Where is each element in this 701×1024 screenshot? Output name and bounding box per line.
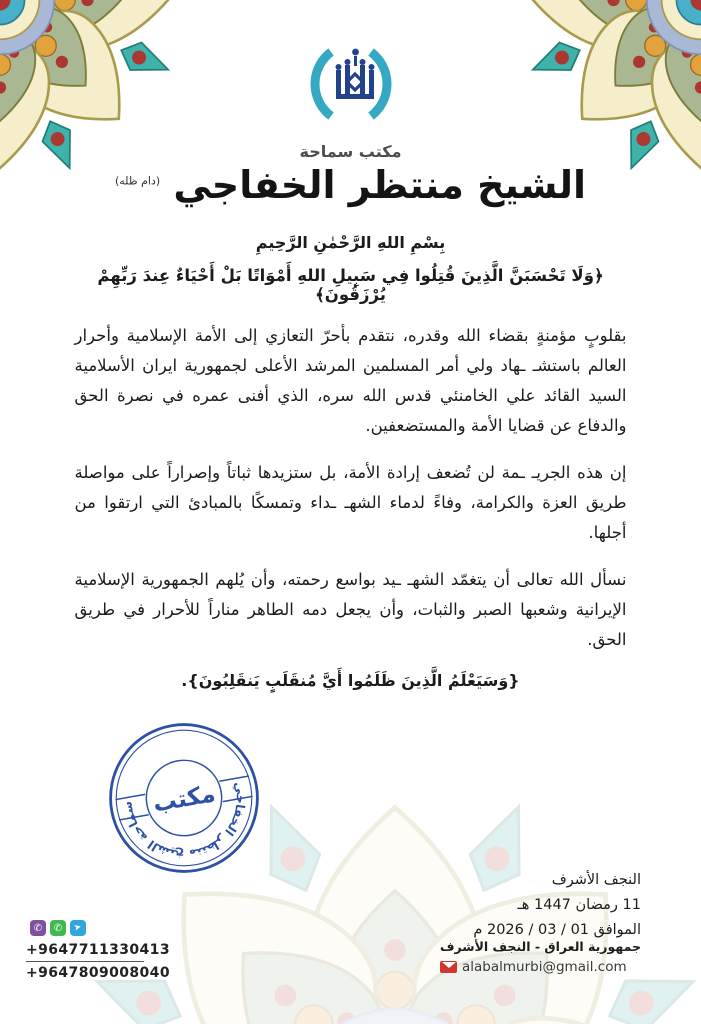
office-stamp [91, 705, 276, 890]
footer-gregorian-date: الموافق 01 / 03 / 2026 م [473, 922, 641, 938]
footer-email-line [440, 959, 641, 975]
footer-right-block [440, 872, 641, 975]
phone-number-1: +9647711330413 [26, 942, 170, 958]
email-envelope-icon [440, 961, 457, 973]
whatsapp-icon: ✆ [50, 920, 66, 936]
footer-country-line: جمهورية العراق - النجف الأشرف [440, 939, 641, 954]
letter-body [75, 233, 627, 690]
quran-verse-bottom: {وَسَيَعْلَمُ الَّذِينَ ظَلَمُوا أَيَّ مُنقَلَبٍ يَنقَلِبُونَ}. [181, 671, 520, 691]
letterhead [0, 0, 701, 207]
stamp-center-text: مكتب [150, 779, 218, 818]
phone-separator [26, 961, 144, 962]
page-title [0, 163, 701, 207]
footer-hijri-date: 11 رمضان 1447 هـ [517, 897, 641, 913]
telegram-icon: ➤ [70, 920, 86, 936]
sheikh-name: الشيخ منتظر الخفاجي [173, 163, 587, 207]
phone-number-2: +9647809008040 [26, 965, 170, 981]
footer-email: alabalmurbi@gmail.com [462, 959, 627, 975]
footer-place: النجف الأشرف [551, 872, 641, 888]
paragraph-resolve: إن هذه الجريـ ـمة لن تُضعف إرادة الأمة، بل ستزيدها ثباتاً وإصراراً على مواصلة طريق العزة والكرامة، وفاءً لدماء الشهـ ـداء وتمسكًا بالمبادئ التي ارتقوا من أجلها. [74, 463, 627, 543]
office-logo-icon [299, 40, 403, 132]
paragraph-condolence: بقلوبٍ مؤمنةٍ بقضاء الله وقدره، نتقدم بأحرّ التعازي إلى الأمة الإسلامية وأحرار العالم باستشـ ـهاد ولي أمر المسلمين المرشد الأعلى لجمهورية ايران الأسلامية السيد القائد علي الخامنئي قدس الله سره، الذي أفنى عمره في نصرة الحق والدفاع عن قضايا الأمة والمستضعفين. [74, 326, 627, 436]
stamp-ring-text: سماحة الشيخ منتظر الخفاجي [120, 780, 248, 862]
footer-left-block [26, 920, 170, 983]
viber-icon: ✆ [30, 920, 46, 936]
paragraph-prayer: نسأل الله تعالى أن يتغمّد الشهـ ـيد بواسع رحمته، وأن يُلهم الجمهورية الإسلامية الإيرانية وشعبها الصبر والثبات، وأن يجعل دمه الطاهر مناراً للأحرار في طريق الحق. [74, 570, 627, 650]
messenger-icons-row [30, 920, 170, 936]
honorific-mark: (دام ظله) [114, 174, 161, 188]
quran-verse-top: ﴿وَلَا تَحْسَبَنَّ الَّذِينَ قُتِلُوا فِي سَبِيلِ اللهِ أَمْوَاتًا بَلْ أَحْيَاءٌ عِندَ رَبِّهِمْ يُرْزَقُونَ﴾ [97, 266, 604, 304]
office-line: مكتب سماحة [299, 142, 402, 161]
bismillah-line: بِسْمِ اللهِ الرَّحْمٰنِ الرَّحِيمِ [255, 233, 446, 252]
